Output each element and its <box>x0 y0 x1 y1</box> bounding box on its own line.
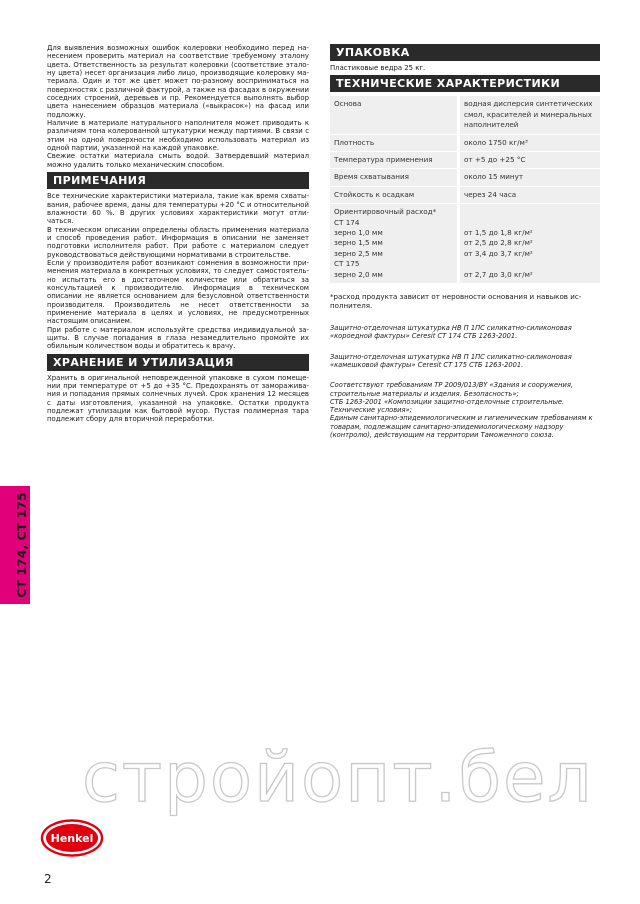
tech-row <box>330 169 600 185</box>
page-number: 2 <box>44 872 52 886</box>
tech-param: Ориентировочный расход* СТ 174 зерно 1,0 мм зерно 1,5 мм зерно 2,5 мм СТ 175 зерно 2,0 мм <box>330 204 460 283</box>
tech-value: водная дисперсия синтетических смол, красителей и минеральных наполнителей <box>460 96 600 133</box>
tech-row <box>330 204 600 283</box>
tech-table <box>330 95 600 284</box>
notes-paragraph-3: Если у производителя работ возникают сомнения в возможности применения материала в конкретных условиях, то следует самостоятельно испытать его в достаточном количестве или обратиться за консультацией к производителю. Информация в техническом описании не является основанием для безусловной ответственности производителя. Производитель не несет ответственности за применение материала в целях и условиях, не предусмотренных настоящим описанием. <box>47 258 309 326</box>
tech-value: около 1750 кг/м³ <box>460 135 600 151</box>
notes-paragraph-2: В техническом описании определены область применения материала и способ проведения работ. Информация в описании не заменяет подготовки исполнителя работ. При работе с материалом следует руководствоваться действующими нормативами в строительстве. <box>47 225 309 259</box>
tech-row <box>330 187 600 203</box>
intro-paragraph-1: Для выявления возможных ошибок колеровки необходимо перед нанесением проверить материал на соответствие требуемому эталону цвета. Ответственность за результат колеровки (соответствие эталону цвета) несет организация либо лицо, производящие колеровку материала. Один и тот же цвет может по-разному восприниматься на поверхностях с различной фактурой, а также на фасадах в окружении соседних строений, деревьев и пр. Рекомендуется выполнять выбор цвета нанесением образцов материала («выкрасок») на фасад или подложку. <box>47 44 309 119</box>
henkel-logo <box>40 818 104 858</box>
tech-header: ТЕХНИЧЕСКИЕ ХАРАКТЕРИСТИКИ <box>330 75 600 92</box>
tech-value: от 1,5 до 1,8 кг/м² от 2,5 до 2,8 кг/м² от 3,4 до 3,7 кг/м² от 2,7 до 3,0 кг/м² <box>460 204 600 283</box>
footnote: *расход продукта зависит от неровности основания и навыков исполнителя. <box>330 292 582 311</box>
tech-table-body <box>330 96 600 283</box>
tech-value: через 24 часа <box>460 187 600 203</box>
tech-row <box>330 135 600 151</box>
intro-paragraph-2: Наличие в материале натурального наполнителя может приводить к различиям тона колерованной штукатурки между партиями. В связи с этим на одной поверхности необходимо использовать материал из одной партии, указанной на каждой упаковке. <box>47 119 309 153</box>
notes-paragraph-4: При работе с материалом используйте средства индивидуальной защиты. В случае попадания в глаза незамедлительно промойте их обильным количеством воды и обратитесь к врачу. <box>47 325 309 351</box>
notes-header: ПРИМЕЧАНИЯ <box>47 172 309 189</box>
tech-row <box>330 96 600 133</box>
packaging-header: УПАКОВКА <box>330 44 600 61</box>
packaging-text: Пластиковые ведра 25 кг. <box>330 64 426 72</box>
conformity-text: Соответствуют требованиям ТР 2009/013/BY «Здания и сооружения, строительные материалы и изделия. Безопасность»; СТБ 1263-2001 «Композиции защитно-отделочные строительные. Технические условия»; Единым санитарно-эпидемиологическим и гигиеническим требованиям к товарам, подлежащим санитарно-эпидемиологическому надзору (контролю), действующим на территории Таможенного союза. <box>330 381 593 439</box>
tech-param: Плотность <box>330 135 460 151</box>
intro-paragraph-3: Свежие остатки материала смыть водой. Затвердевший материал можно удалить только механическим способом. <box>47 152 309 169</box>
tech-value: от +5 до +25 °С <box>460 152 600 168</box>
logo-wordmark: Henkel <box>50 832 94 845</box>
tech-param: Время схватывания <box>330 169 460 185</box>
storage-header: ХРАНЕНИЕ И УТИЛИЗАЦИЯ <box>47 354 309 371</box>
notes-paragraph-1: Все технические характеристики материала, такие как время схватывания, рабочее время, даны для температуры +20 °С и относительной влажности 60 %. В других условиях характеристики могут отличаться. <box>47 192 309 226</box>
tech-param: Основа <box>330 96 460 133</box>
storage-paragraph: Хранить в оригинальной неповрежденной упаковке в сухом помещении при температуре от +5 до +35 °С. Предохранять от замораживания и попадания прямых солнечных лучей. Срок хранения 12 месяцев с даты изготовления, указанной на упаковке. Остатки продукта подлежат утилизации как бытовой мусор. Пустая полимерная тара подлежит сбору для вторичной переработки. <box>47 373 309 424</box>
product-side-label: СТ 174, СТ 175 <box>14 492 29 598</box>
norm-ct175: Защитно-отделочная штукатурка НВ П 1ПС силикатно-силиконовая «камешковой фактуры» Ceresit СТ 175 СТБ 1263-2001. <box>330 352 572 369</box>
right-column <box>330 44 600 439</box>
tech-param: Стойкость к осадкам <box>330 187 460 203</box>
tech-value: около 15 минут <box>460 169 600 185</box>
tech-param: Температура применения <box>330 152 460 168</box>
tech-row <box>330 152 600 168</box>
watermark-text: стройопт.бел <box>82 738 594 818</box>
norm-ct174: Защитно-отделочная штукатурка НВ П 1ПС силикатно-силиконовая «короедной фактуры» Ceresit СТ 174 СТБ 1263-2001. <box>330 324 572 341</box>
left-column <box>47 44 309 424</box>
